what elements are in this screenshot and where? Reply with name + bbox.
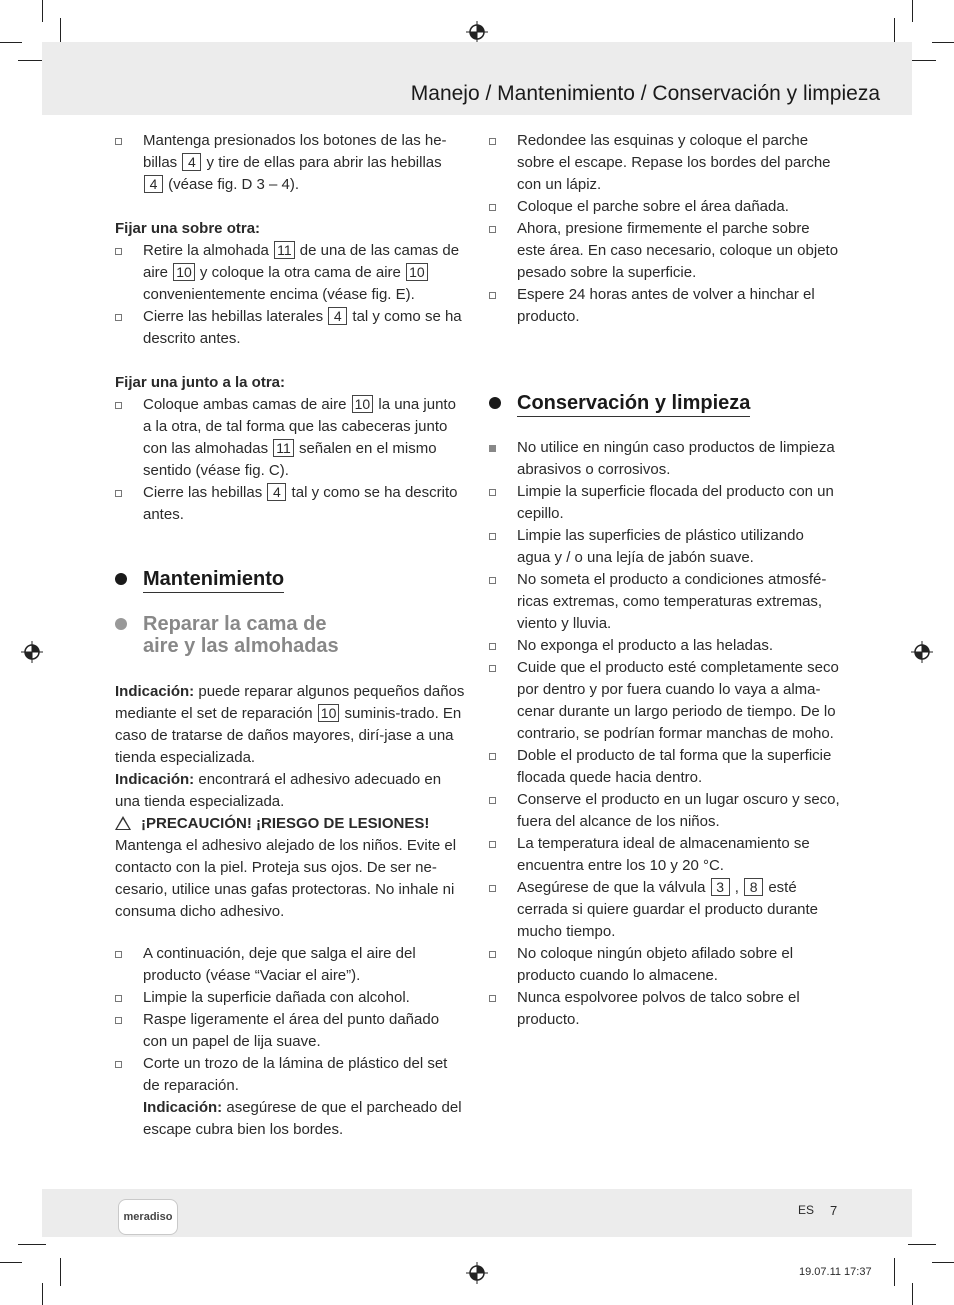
checkbox-bullet-icon xyxy=(115,248,122,255)
crop-mark xyxy=(912,0,913,22)
right-column xyxy=(489,130,841,1031)
checkbox-bullet-icon xyxy=(489,753,496,760)
checkbox-bullet-icon xyxy=(489,204,496,211)
checkbox-bullet-icon xyxy=(489,951,496,958)
section-heading-maintenance: Mantenimiento xyxy=(115,568,465,593)
list-item: No exponga el producto a las heladas. xyxy=(489,635,841,657)
checkbox-bullet-icon xyxy=(489,665,496,672)
checkbox-bullet-icon xyxy=(115,314,122,321)
list-item: Retire la almohada 11 de una de las camas de aire 10 y coloque la otra cama de aire 10 convenientemente encima (véase fig. E). xyxy=(115,240,465,306)
list-item: Mantenga presionados los botones de las he-billas 4 y tire de ellas para abrir las hebillas 4 (véase fig. D 3 – 4). xyxy=(115,130,465,196)
list-item: Cuide que el producto esté completamente seco por dentro y por fuera cuando lo vaya a alma-cenar durante un largo periodo de tiempo. De lo contrario, se podrían formar manchas de moho. xyxy=(489,657,841,745)
subheading: Fijar una junto a la otra: xyxy=(115,374,286,391)
subheading: Fijar una sobre otra: xyxy=(115,220,261,237)
part-reference: 8 xyxy=(744,878,763,896)
crop-mark xyxy=(912,1283,913,1305)
list-item: Limpie las superficies de plástico utilizando agua y / o una lejía de jabón suave. xyxy=(489,525,841,569)
language-code: ES xyxy=(798,1203,815,1217)
list-item-warning: No utilice en ningún caso productos de limpieza abrasivos o corrosivos. xyxy=(489,437,841,481)
list-item: Cierre las hebillas laterales 4 tal y como se ha descrito antes. xyxy=(115,306,465,350)
checkbox-bullet-icon xyxy=(489,797,496,804)
print-timestamp: 19.07.11 17:37 xyxy=(799,1266,872,1278)
brand-logo: meradiso xyxy=(118,1199,178,1235)
list-item: Limpie la superficie flocada del producto con un cepillo. xyxy=(489,481,841,525)
checkbox-bullet-icon xyxy=(115,138,122,145)
checkbox-bullet-icon xyxy=(115,1061,122,1068)
bullet-dot-icon xyxy=(115,618,127,630)
list-item: Limpie la superficie dañada con alcohol. xyxy=(115,987,465,1009)
checkbox-bullet-icon xyxy=(115,995,122,1002)
checkbox-bullet-icon xyxy=(489,643,496,650)
checkbox-bullet-icon xyxy=(489,226,496,233)
list-item: Raspe ligeramente el área del punto dañado con un papel de lija suave. xyxy=(115,1009,465,1053)
part-reference: 11 xyxy=(273,439,294,457)
list-item: La temperatura ideal de almacenamiento se encuentra entre los 10 y 20 °C. xyxy=(489,833,841,877)
warning-title: ¡PRECAUCIÓN! ¡RIESGO DE LESIONES! xyxy=(115,813,465,835)
warning-triangle-icon xyxy=(115,816,131,830)
checkbox-bullet-icon xyxy=(489,489,496,496)
crop-mark xyxy=(0,42,22,43)
crop-mark xyxy=(932,42,954,43)
checkbox-bullet-icon xyxy=(115,490,122,497)
part-reference: 4 xyxy=(182,153,201,171)
checkbox-bullet-icon xyxy=(489,885,496,892)
section-heading-care: Conservación y limpieza xyxy=(489,392,841,417)
left-column xyxy=(115,130,465,1141)
crop-mark xyxy=(894,1258,895,1286)
page-number: 7 xyxy=(830,1203,838,1218)
crop-mark xyxy=(932,1262,954,1263)
page-title: Manejo / Mantenimiento / Conservación y limpieza xyxy=(410,82,880,105)
list-item: Doble el producto de tal forma que la superficie flocada quede hacia dentro. xyxy=(489,745,841,789)
checkbox-bullet-icon xyxy=(115,402,122,409)
checkbox-bullet-icon xyxy=(489,995,496,1002)
part-reference: 10 xyxy=(352,395,374,413)
note-paragraph: Indicación: puede reparar algunos pequeños daños mediante el set de reparación 10 suminis-trado. En caso de tratarse de daños mayores, dirí-jase a una tienda especializada. xyxy=(115,683,465,766)
registration-mark-icon xyxy=(911,641,933,663)
checkbox-bullet-icon xyxy=(115,951,122,958)
bullet-dot-icon xyxy=(489,397,501,409)
filled-square-bullet-icon xyxy=(489,445,496,452)
part-reference: 4 xyxy=(328,307,347,325)
list-item: Coloque el parche sobre el área dañada. xyxy=(489,196,841,218)
crop-mark xyxy=(908,1244,936,1245)
warning-text: Mantenga el adhesivo alejado de los niños. Evite el contacto con la piel. Proteja sus ojos. De ser ne-cesario, utilice unas gafas protectoras. No inhale ni consuma dicho adhesivo. xyxy=(115,837,457,920)
list-item: A continuación, deje que salga el aire del producto (véase “Vaciar el aire”). xyxy=(115,943,465,987)
registration-mark-icon xyxy=(466,1262,488,1284)
section-heading-repair: Reparar la cama de aire y las almohadas xyxy=(115,613,465,657)
list-item: Coloque ambas camas de aire 10 la una junto a la otra, de tal forma que las cabeceras junto con las almohadas 11 señalen en el mismo sentido (véase fig. C). xyxy=(115,394,465,482)
part-reference: 4 xyxy=(144,175,163,193)
list-item: Asegúrese de que la válvula 3 , 8 esté cerrada si quiere guardar el producto durante mucho tiempo. xyxy=(489,877,841,943)
list-item: Corte un trozo de la lámina de plástico del set de reparación. xyxy=(115,1053,465,1097)
registration-mark-icon xyxy=(21,641,43,663)
part-reference: 10 xyxy=(318,704,340,722)
crop-mark xyxy=(908,60,936,61)
list-item: Ahora, presione firmemente el parche sobre este área. En caso necesario, coloque un objeto pesado sobre la superficie. xyxy=(489,218,841,284)
crop-mark xyxy=(0,1262,22,1263)
list-item-note: Indicación: asegúrese de que el parcheado del escape cubra bien los bordes. xyxy=(143,1099,462,1138)
part-reference: 4 xyxy=(267,483,286,501)
part-reference: 10 xyxy=(173,263,195,281)
crop-mark xyxy=(60,1258,61,1286)
list-item: Conserve el producto en un lugar oscuro y seco, fuera del alcance de los niños. xyxy=(489,789,841,833)
crop-mark xyxy=(42,1283,43,1305)
list-item: Cierre las hebillas 4 tal y como se ha descrito antes. xyxy=(115,482,465,526)
checkbox-bullet-icon xyxy=(489,577,496,584)
crop-mark xyxy=(18,1244,46,1245)
checkbox-bullet-icon xyxy=(489,841,496,848)
list-item: No coloque ningún objeto afilado sobre el producto cuando lo almacene. xyxy=(489,943,841,987)
note-paragraph: Indicación: encontrará el adhesivo adecuado en una tienda especializada. xyxy=(115,771,442,810)
list-item: Redondee las esquinas y coloque el parche sobre el escape. Repase los bordes del parche con un lápiz. xyxy=(489,130,841,196)
list-item: No someta el producto a condiciones atmosfé-ricas extremas, como temperaturas extremas, viento y lluvia. xyxy=(489,569,841,635)
crop-mark xyxy=(42,0,43,22)
bullet-dot-icon xyxy=(115,573,127,585)
list-item: Espere 24 horas antes de volver a hinchar el producto. xyxy=(489,284,841,328)
part-reference: 11 xyxy=(274,241,295,259)
checkbox-bullet-icon xyxy=(489,138,496,145)
registration-mark-icon xyxy=(466,21,488,43)
part-reference: 10 xyxy=(406,263,428,281)
checkbox-bullet-icon xyxy=(489,533,496,540)
checkbox-bullet-icon xyxy=(489,292,496,299)
part-reference: 3 xyxy=(711,878,730,896)
list-item: Nunca espolvoree polvos de talco sobre el producto. xyxy=(489,987,841,1031)
checkbox-bullet-icon xyxy=(115,1017,122,1024)
